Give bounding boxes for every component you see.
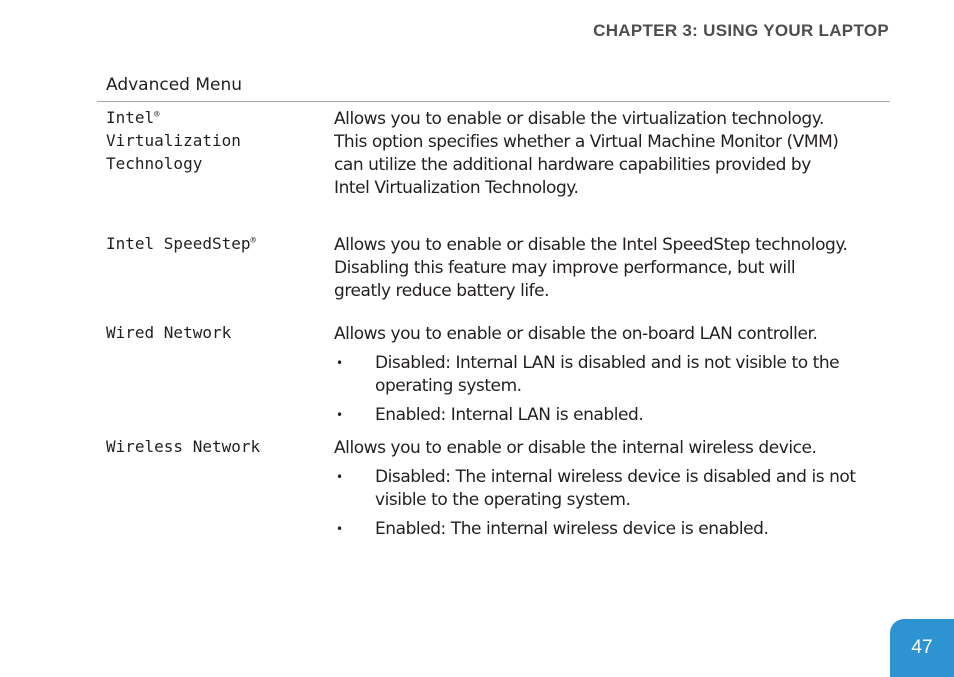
term-intel-speedstep — [106, 232, 256, 255]
bullet-list — [334, 352, 890, 427]
list-item — [334, 404, 890, 427]
desc-line: Allows you to enable or disable the virtualization technology. — [334, 109, 824, 129]
term-wired-network — [106, 321, 231, 344]
desc-intel-virtualization — [334, 108, 890, 200]
desc-line: Disabling this feature may improve performance, but will — [334, 258, 796, 278]
bullet-icon: • — [336, 356, 343, 370]
list-item — [334, 518, 890, 541]
list-item — [334, 352, 890, 398]
desc-line: Allows you to enable or disable the Intel SpeedStep technology. — [334, 235, 848, 255]
section-title: Advanced Menu — [106, 75, 243, 95]
bullet-list — [334, 466, 890, 541]
desc-wired-network — [334, 323, 890, 433]
term-line: Intel — [106, 108, 155, 127]
desc-intel-speedstep — [334, 234, 890, 303]
list-item-text: Enabled: The internal wireless device is enabled. — [375, 519, 769, 539]
chapter-header: CHAPTER 3: USING YOUR LAPTOP — [593, 21, 889, 40]
desc-line: Intel Virtualization Technology. — [334, 178, 579, 198]
bullet-icon: • — [336, 408, 343, 422]
desc-line: greatly reduce battery life. — [334, 281, 550, 301]
registered-mark: ® — [154, 110, 160, 120]
desc-line: This option specifies whether a Virtual Machine Monitor (VMM) — [334, 132, 839, 152]
term-line: Intel SpeedStep — [106, 234, 251, 253]
list-item — [334, 466, 890, 512]
bullet-icon: • — [336, 470, 343, 484]
desc-line: Allows you to enable or disable the on-board LAN controller. — [334, 324, 818, 344]
page-number: 47 — [911, 637, 933, 658]
section-divider — [97, 101, 890, 102]
list-item-text: Enabled: Internal LAN is enabled. — [375, 405, 644, 425]
page-number-badge — [890, 619, 954, 677]
term-intel-virtualization — [106, 106, 241, 175]
list-item-text: Disabled: Internal LAN is disabled and is not visible to the operating system. — [375, 353, 840, 396]
term-line: Technology — [106, 154, 203, 173]
term-line: Wired Network — [106, 323, 232, 342]
list-item-text: Disabled: The internal wireless device is disabled and is not visible to the operating system. — [375, 467, 856, 510]
term-wireless-network — [106, 435, 260, 458]
registered-mark: ® — [250, 236, 256, 246]
desc-line: can utilize the additional hardware capabilities provided by — [334, 155, 811, 175]
desc-wireless-network — [334, 437, 890, 547]
term-line: Wireless Network — [106, 437, 261, 456]
bullet-icon: • — [336, 522, 343, 536]
term-line: Virtualization — [106, 131, 241, 150]
desc-line: Allows you to enable or disable the internal wireless device. — [334, 438, 817, 458]
